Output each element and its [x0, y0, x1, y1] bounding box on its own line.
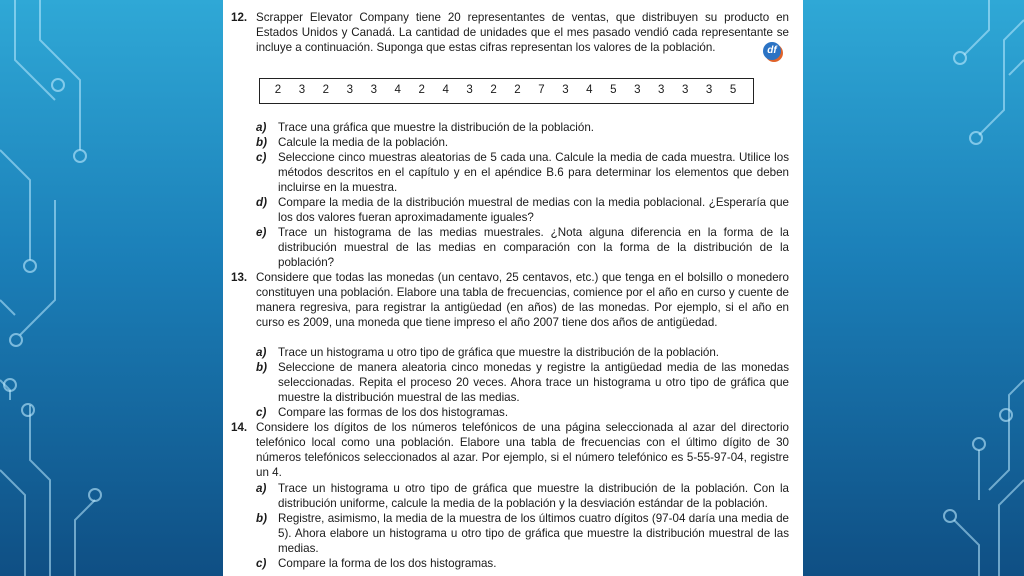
question-text: Registre, asimismo, la media de la muestra de los últimos cuatro dígitos (97-04 daría una media de 5). Ahora elabore un histograma u otro tipo de gráfica que muestre la distribución muestral de las medias.	[278, 512, 789, 556]
value-cell: 2	[490, 84, 497, 97]
problem-statement: Considere los dígitos de los números telefónicos de una página seleccionada al azar del directorio telefónico local como una población. Elabore una tabla de frecuencias con el último dígito de 30 números telefónicos seleccionados al azar. Por ejemplo, si el número telefónico es 5-55-97-04, registre un 4.	[256, 421, 789, 480]
question-letter: a)	[256, 121, 267, 134]
question-text: Trace una gráfica que muestre la distribución de la población.	[278, 121, 595, 134]
value-cell: 2	[418, 84, 425, 97]
value-cell: 3	[681, 84, 689, 97]
question-text: Calcule la media de la población.	[278, 136, 449, 149]
document-page	[223, 0, 803, 576]
value-cell: 3	[466, 84, 473, 97]
problem-number: 13.	[231, 271, 248, 284]
question-text: Compare las formas de los dos histogramas.	[278, 406, 509, 419]
question-text: Seleccione cinco muestras aleatorias de 5 cada una. Calcule la media de cada muestra. Utilice los métodos descritos en el capítulo y en el apéndice B.6 para determinar los elementos que deben incluirse en la muestra.	[278, 151, 789, 195]
question-letter: e)	[256, 226, 267, 239]
value-cell: 4	[394, 84, 401, 97]
question-text: Compare la media de la distribución muestral de medias con la media poblacional. ¿Esperaría que los dos valores fueran aproximadamente iguales?	[278, 196, 789, 225]
question-letter: b)	[256, 512, 267, 525]
value-cell: 3	[634, 84, 641, 97]
question-letter: a)	[256, 346, 267, 359]
value-cell: 4	[586, 84, 593, 97]
value-cell: 3	[370, 84, 377, 97]
df-logo-icon: df	[763, 42, 781, 60]
value-cell: 5	[610, 84, 617, 97]
question-letter: b)	[256, 361, 267, 374]
circuit-decoration-right	[794, 0, 1024, 576]
value-cell: 2	[322, 84, 330, 97]
question-text: Trace un histograma u otro tipo de gráfica que muestre la distribución de la población.	[278, 346, 720, 359]
question-text: Trace un histograma de las medias muestrales. ¿Nota alguna diferencia en la forma de la distribución muestral de las medias en comparación con la forma de la distribución de la población?	[278, 226, 789, 270]
value-cell: 7	[538, 84, 545, 97]
value-cell: 3	[298, 84, 306, 97]
value-cell: 3	[562, 84, 569, 97]
problem-number: 14.	[231, 421, 248, 434]
question-letter: c)	[256, 557, 267, 570]
question-letter: c)	[256, 406, 267, 419]
problem-statement: Scrapper Elevator Company tiene 20 representantes de ventas, que distribuyen su producto en Estados Unidos y Canadá. La cantidad de unidades que el mes pasado vendió cada representante se incluye a continuación. Suponga que estas cifras representan los valores de la población.	[256, 11, 789, 55]
problem-statement: Considere que todas las monedas (un centavo, 25 centavos, etc.) que tenga en el bolsillo o monedero constituyen una población. Elabore una tabla de frecuencias, comience por el año en curso y cuente de manera regresiva, para registrar la antigüedad (en años) de las monedas. Por ejemplo, si el año en curso es 2009, una moneda que tiene impreso el año 2007 tiene dos años de antigüedad.	[256, 271, 789, 330]
population-values-box	[259, 78, 754, 104]
question-letter: a)	[256, 482, 267, 495]
value-cell: 3	[705, 84, 713, 97]
value-cell: 2	[514, 84, 521, 97]
question-text: Compare la forma de los dos histogramas.	[278, 557, 497, 570]
question-letter: c)	[256, 151, 267, 164]
value-cell: 3	[658, 84, 665, 97]
value-cell: 3	[346, 84, 354, 97]
value-cell: 4	[442, 84, 449, 97]
value-cell: 2	[274, 84, 282, 97]
question-text: Seleccione de manera aleatoria cinco monedas y registre la antigüedad media de las monedas seleccionadas. Repita el proceso 20 veces. Ahora trace un histograma u otro tipo de gráfica que muestre la distribución muestral de las medias.	[278, 361, 789, 405]
question-letter: b)	[256, 136, 267, 149]
problem-number: 12.	[231, 11, 248, 24]
circuit-decoration-left	[0, 0, 230, 576]
question-text: Trace un histograma u otro tipo de gráfica que muestre la distribución de la población. Con la distribución uniforme, calcule la media de la población y la desviación estándar de la población.	[278, 482, 789, 511]
value-cell: 5	[729, 84, 737, 97]
question-letter: d)	[256, 196, 267, 209]
